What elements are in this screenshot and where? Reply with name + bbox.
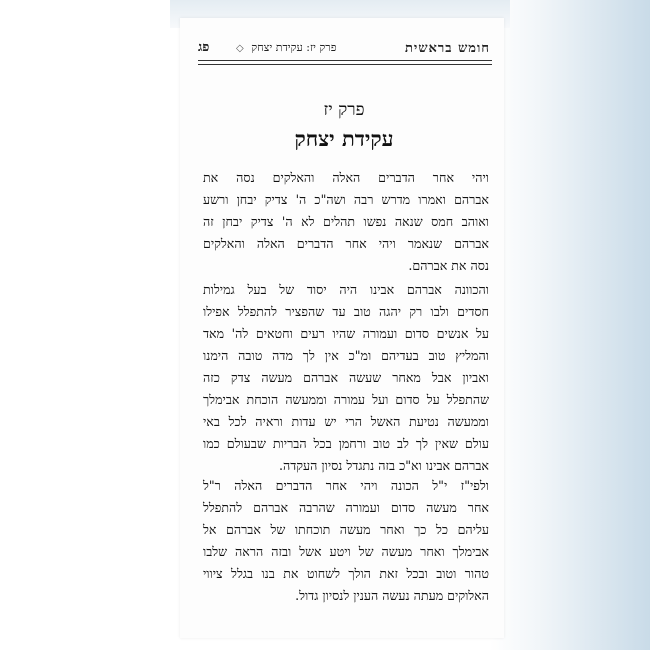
chapter-ref: פרק יז bbox=[309, 41, 337, 54]
chapter-title: עקידת יצחק bbox=[294, 126, 394, 151]
text-line: והכוונה אברהם אבינו היה יסוד של בעל גמילות bbox=[203, 282, 489, 297]
text-line: ואביון אבל מאחר שעשה אברהם מעשה צדק כזה bbox=[203, 370, 489, 385]
book-title: חומש בראשית bbox=[405, 41, 490, 56]
chapter-number: פרק יז bbox=[323, 100, 365, 120]
text-line: וממעשה נטיעת האשל הרי יש עדות וראיה לכל באי bbox=[203, 414, 489, 429]
text-line: עולם שאין לך לב טוב ורחמן בכל הבריות שבעולם כמו bbox=[203, 436, 489, 451]
text-line: עליהם כל כך ואחר מעשה תוכחתו של אברהם אל bbox=[203, 522, 489, 537]
paragraph-3 bbox=[203, 475, 489, 607]
paragraph-2 bbox=[203, 279, 489, 477]
text-line: חסדים ולבו רק יהגה טוב עד שהפציר להתפלל אפילו bbox=[203, 304, 489, 319]
text-line: האלוקים מעתה נעשה הענין לנסיון גדול. bbox=[295, 588, 489, 603]
text-line: אברהם ואמרו מדרש רבה ושה"כ ה' צדיק יבחן ורשע bbox=[203, 192, 489, 207]
text-line: אחר מעשה סדום ועמורה שהרבה אברהם להתפלל bbox=[203, 500, 489, 515]
chapter-name: עקידת יצחק bbox=[251, 41, 303, 54]
paragraph-1 bbox=[203, 167, 489, 277]
text-line: ואוהב חמס שנאה נפשו תהלים לא ה' צדיק יבחן זה bbox=[203, 214, 489, 229]
header-rule bbox=[198, 60, 492, 61]
text-line: אברהם אבינו וא"כ בזה נתגדל נסיון העקדה. bbox=[278, 458, 489, 473]
separator-icon: ◇ bbox=[236, 43, 244, 54]
running-head bbox=[198, 38, 490, 60]
header-rule-thin bbox=[198, 64, 492, 65]
background-left bbox=[0, 0, 170, 650]
text-line: ויהי אחר הדברים האלה והאלקים נסה את bbox=[203, 170, 489, 185]
background-right-edge bbox=[490, 0, 650, 650]
text-line: נסה את אברהם. bbox=[408, 258, 489, 273]
text-line: טהור וטוב ובכל זאת הולך לשחוט את בנו בגלל ציווי bbox=[203, 566, 489, 581]
text-line: על אנשים סדום ועמורה שהיו רעים וחטאים לה' מאד bbox=[203, 326, 489, 341]
running-head-chapter: פרק יז: עקידת יצחק ◇ bbox=[236, 41, 337, 54]
text-line: ולפי"ז י"ל הכונה ויהי אחר הדברים האלה ר"ל bbox=[203, 478, 489, 493]
text-line: והמליץ טוב בעדיהם ומ"כ אין לך מדה טובה הימנו bbox=[203, 348, 489, 363]
page-number: פג bbox=[198, 40, 210, 55]
text-line: אבימלך ואחר מעשה של ויטע אשל ובזה הראה שלבו bbox=[203, 544, 489, 559]
text-line: אברהם שנאמר ויהי אחר הדברים האלה והאלקים bbox=[203, 236, 489, 251]
text-line: שהתפלל על סדום ועל עמורה וממעשה הוכחת אבימלך bbox=[203, 392, 489, 407]
